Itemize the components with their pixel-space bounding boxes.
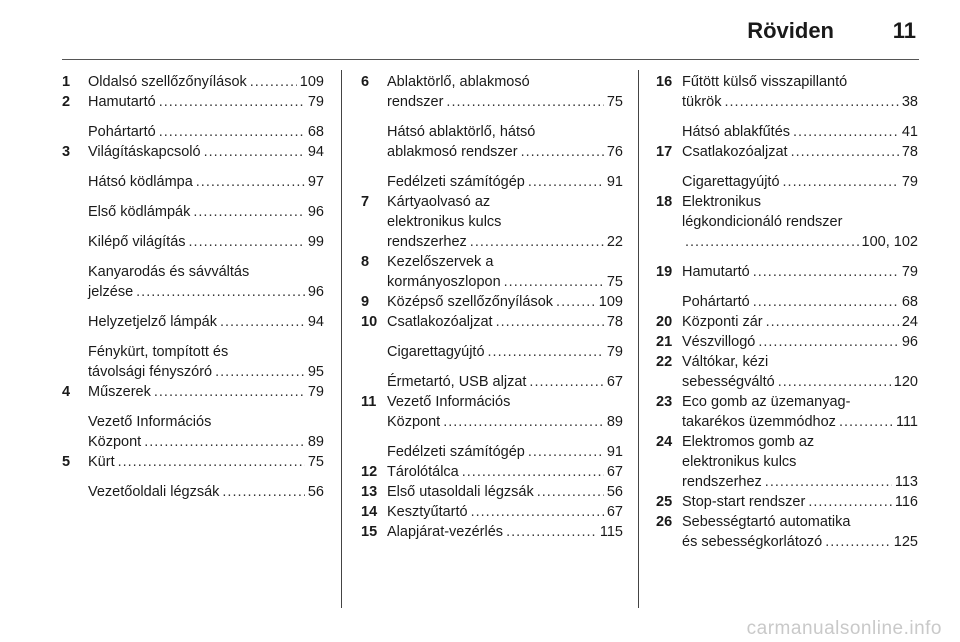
dot-leader	[758, 332, 899, 352]
entry-text: Hamutartó	[88, 94, 156, 110]
entry-text: Kürt	[88, 454, 115, 470]
dot-leader	[118, 452, 305, 472]
entry-number: 17	[656, 144, 673, 160]
dot-leader	[521, 142, 604, 162]
entry-text: rendszerhez	[387, 234, 467, 250]
entry-page: 97	[307, 174, 324, 190]
dot-leader	[189, 232, 305, 252]
toc-entry[interactable]	[656, 392, 918, 432]
entry-number: 10	[361, 314, 378, 330]
entry-text: Érmetartó, USB aljzat	[387, 374, 527, 390]
entry-page: 78	[901, 144, 918, 160]
toc-entry[interactable]	[361, 342, 623, 362]
toc-column-2	[361, 72, 623, 542]
toc-entry[interactable]	[656, 122, 918, 142]
entry-page: 96	[307, 284, 324, 300]
entry-page: 89	[307, 434, 324, 450]
dot-leader	[446, 92, 603, 112]
entry-page: 94	[307, 144, 324, 160]
entry-number: 15	[361, 524, 378, 540]
toc-entry[interactable]	[361, 462, 623, 482]
entry-page: 24	[901, 314, 918, 330]
entry-number: 25	[656, 494, 673, 510]
entry-text: Kanyarodás és sávváltás	[88, 264, 250, 280]
entry-text: Pohártartó	[682, 294, 750, 310]
dot-leader	[791, 142, 899, 162]
toc-column-1	[62, 72, 324, 512]
entry-number: 21	[656, 334, 673, 350]
entry-text: Oldalsó szellőzőnyílások	[88, 74, 247, 90]
entry-page: 76	[606, 144, 623, 160]
entry-page: 79	[901, 174, 918, 190]
entry-page: 79	[606, 344, 623, 360]
column-divider-1	[341, 70, 342, 608]
entry-text: Váltókar, kézi	[682, 354, 769, 370]
entry-text: elektronikus kulcs	[682, 454, 797, 470]
toc-entry[interactable]	[361, 72, 623, 112]
toc-entry[interactable]	[656, 142, 918, 162]
dot-leader	[144, 432, 305, 452]
entry-text: Cigarettagyújtó	[387, 344, 485, 360]
dot-leader	[488, 342, 604, 362]
toc-entry[interactable]	[656, 512, 918, 552]
dot-leader	[250, 72, 297, 92]
dot-leader	[529, 372, 603, 392]
entry-number: 11	[361, 394, 377, 410]
entry-page: 38	[901, 94, 918, 110]
entry-text: rendszerhez	[682, 474, 762, 490]
entry-text: Hátsó ködlámpa	[88, 174, 193, 190]
column-divider-2	[638, 70, 639, 608]
toc-entry[interactable]	[62, 232, 324, 252]
entry-number: 20	[656, 314, 673, 330]
entry-page: 116	[894, 494, 918, 510]
dot-leader	[204, 142, 305, 162]
entry-page: 115	[599, 524, 623, 540]
dot-leader	[528, 442, 604, 462]
toc-entry[interactable]	[361, 312, 623, 332]
dot-leader	[753, 292, 899, 312]
toc-entry[interactable]	[62, 342, 324, 382]
toc-entry[interactable]	[62, 172, 324, 192]
entry-page: 67	[606, 464, 623, 480]
entry-page: 68	[901, 294, 918, 310]
toc-entry[interactable]	[62, 482, 324, 502]
entry-number: 7	[361, 194, 370, 210]
toc-entry[interactable]	[361, 502, 623, 522]
entry-number: 12	[361, 464, 378, 480]
toc-entry[interactable]	[361, 252, 623, 292]
toc-entry[interactable]	[361, 292, 623, 312]
entry-number: 18	[656, 194, 673, 210]
toc-entry[interactable]	[656, 312, 918, 332]
entry-text: Sebességtartó automatika	[682, 514, 851, 530]
dot-leader	[783, 172, 899, 192]
entry-text: elektronikus kulcs	[387, 214, 502, 230]
entry-number: 19	[656, 264, 673, 280]
entry-number: 23	[656, 394, 673, 410]
dot-leader	[685, 232, 859, 252]
entry-page: 109	[299, 74, 324, 90]
toc-entry[interactable]	[361, 172, 623, 192]
entry-page: 79	[307, 94, 324, 110]
dot-leader	[765, 472, 892, 492]
entry-page: 111	[895, 414, 918, 430]
entry-number: 24	[656, 434, 673, 450]
dot-leader	[504, 272, 604, 292]
toc-entry[interactable]	[656, 332, 918, 352]
dot-leader	[556, 292, 596, 312]
dot-leader	[753, 262, 899, 282]
entry-text: Központ	[387, 414, 441, 430]
entry-number: 16	[656, 74, 673, 90]
toc-entry[interactable]	[656, 262, 918, 282]
page-number: 11	[892, 18, 916, 43]
toc-entry[interactable]	[62, 452, 324, 472]
toc-entry[interactable]	[656, 352, 918, 392]
entry-number: 8	[361, 254, 370, 270]
entry-text: Hátsó ablaktörlő, hátsó	[387, 124, 536, 140]
dot-leader	[839, 412, 893, 432]
entry-text: Fedélzeti számítógép	[387, 174, 525, 190]
toc-entry[interactable]	[361, 392, 623, 432]
dot-leader	[766, 312, 899, 332]
entry-text: Vezető Információs	[387, 394, 511, 410]
toc-entry[interactable]	[361, 122, 623, 162]
toc-entry[interactable]	[361, 192, 623, 252]
toc-entry[interactable]	[62, 202, 324, 222]
toc-entry[interactable]	[62, 262, 324, 302]
entry-number: 6	[361, 74, 370, 90]
dot-leader	[443, 412, 604, 432]
toc-entry[interactable]	[656, 432, 918, 492]
entry-text: Cigarettagyújtó	[682, 174, 780, 190]
toc-entry[interactable]	[656, 492, 918, 512]
dot-leader	[470, 232, 604, 252]
dot-leader	[778, 372, 891, 392]
header-rule	[62, 59, 919, 60]
entry-text: Stop-start rendszer	[682, 494, 806, 510]
toc-entry[interactable]	[62, 382, 324, 402]
dot-leader	[528, 172, 604, 192]
entry-page: 67	[606, 374, 623, 390]
toc-entry[interactable]	[656, 192, 918, 252]
entry-page: 95	[307, 364, 324, 380]
entry-text: ablakmosó rendszer	[387, 144, 518, 160]
toc-entry[interactable]	[62, 312, 324, 332]
entry-text: kormányoszlopon	[387, 274, 501, 290]
entry-page: 96	[901, 334, 918, 350]
entry-page: 91	[606, 174, 623, 190]
entry-number: 13	[361, 484, 378, 500]
dot-leader	[506, 522, 597, 542]
entry-number: 2	[62, 94, 71, 110]
dot-leader	[537, 482, 604, 502]
entry-page: 100, 102	[861, 234, 918, 250]
entry-text: Központ	[88, 434, 142, 450]
toc-entry[interactable]	[62, 92, 324, 112]
entry-page: 109	[598, 294, 623, 310]
toc-entry[interactable]	[62, 72, 324, 92]
dot-leader	[793, 122, 899, 142]
entry-text: Fedélzeti számítógép	[387, 444, 525, 460]
entry-number: 1	[62, 74, 71, 90]
entry-text: és sebességkorlátozó	[682, 534, 823, 550]
entry-text: Kilépő világítás	[88, 234, 186, 250]
dot-leader	[471, 502, 604, 522]
dot-leader	[220, 312, 305, 332]
entry-text: Első utasoldali légzsák	[387, 484, 534, 500]
dot-leader	[496, 312, 604, 332]
entry-page: 67	[606, 504, 623, 520]
entry-text: Vezető Információs	[88, 414, 212, 430]
dot-leader	[154, 382, 305, 402]
entry-number: 22	[656, 354, 673, 370]
entry-text: takarékos üzemmódhoz	[682, 414, 836, 430]
entry-text: Fűtött külső visszapillantó	[682, 74, 848, 90]
entry-page: 41	[901, 124, 918, 140]
dot-leader	[222, 482, 304, 502]
watermark: carmanualsonline.info	[746, 618, 942, 639]
entry-page: 79	[901, 264, 918, 280]
dot-leader	[159, 122, 305, 142]
entry-page: 89	[606, 414, 623, 430]
entry-page: 125	[893, 534, 918, 550]
entry-text: Kártyaolvasó az	[387, 194, 491, 210]
entry-text: Kezelőszervek a	[387, 254, 494, 270]
entry-text: Hamutartó	[682, 264, 750, 280]
toc-entry[interactable]	[361, 442, 623, 462]
entry-text: Pohártartó	[88, 124, 156, 140]
entry-text: Elektromos gomb az	[682, 434, 815, 450]
entry-text: sebességváltó	[682, 374, 775, 390]
entry-page: 99	[307, 234, 324, 250]
entry-page: 56	[307, 484, 324, 500]
entry-text: Hátsó ablakfűtés	[682, 124, 791, 140]
entry-number: 9	[361, 294, 370, 310]
toc-entry[interactable]	[656, 172, 918, 192]
entry-text: Kesztyűtartó	[387, 504, 468, 520]
entry-text: Világításkapcsoló	[88, 144, 201, 160]
entry-number: 14	[361, 504, 378, 520]
entry-page: 113	[894, 474, 918, 490]
entry-number: 5	[62, 454, 71, 470]
dot-leader	[159, 92, 305, 112]
entry-page: 96	[307, 204, 324, 220]
entry-page: 56	[606, 484, 623, 500]
entry-text: Csatlakozóaljzat	[387, 314, 493, 330]
entry-text: rendszer	[387, 94, 444, 110]
entry-page: 75	[606, 94, 623, 110]
entry-text: Első ködlámpák	[88, 204, 191, 220]
dot-leader	[462, 462, 604, 482]
toc-entry[interactable]	[656, 72, 918, 112]
entry-text: Alapjárat-vezérlés	[387, 524, 504, 540]
toc-entry[interactable]	[361, 482, 623, 502]
toc-entry[interactable]	[62, 122, 324, 142]
entry-text: Vészvillogó	[682, 334, 756, 350]
dot-leader	[725, 92, 899, 112]
entry-page: 78	[606, 314, 623, 330]
entry-text: légkondicionáló rendszer	[682, 214, 843, 230]
toc-column-3	[656, 72, 918, 552]
entry-text: Csatlakozóaljzat	[682, 144, 788, 160]
entry-text: Műszerek	[88, 384, 151, 400]
entry-number: 4	[62, 384, 71, 400]
toc-entry[interactable]	[361, 522, 623, 542]
entry-text: Középső szellőzőnyílások	[387, 294, 554, 310]
entry-page: 94	[307, 314, 324, 330]
entry-number: 26	[656, 514, 673, 530]
dot-leader	[808, 492, 892, 512]
dot-leader	[196, 172, 305, 192]
dot-leader	[193, 202, 305, 222]
dot-leader	[136, 282, 305, 302]
entry-text: tükrök	[682, 94, 722, 110]
toc-entry[interactable]	[62, 142, 324, 162]
entry-text: Eco gomb az üzemanyag-	[682, 394, 851, 410]
entry-text: Vezetőoldali légzsák	[88, 484, 220, 500]
entry-page: 120	[893, 374, 918, 390]
entry-text: Helyzetjelző lámpák	[88, 314, 217, 330]
entry-page: 22	[606, 234, 623, 250]
entry-page: 79	[307, 384, 324, 400]
page-title: Röviden	[747, 18, 834, 43]
entry-number: 3	[62, 144, 71, 160]
entry-text: Központi zár	[682, 314, 763, 330]
entry-text: Fénykürt, tompított és	[88, 344, 229, 360]
page-header	[62, 14, 918, 50]
toc-entry[interactable]	[62, 412, 324, 452]
entry-page: 68	[307, 124, 324, 140]
toc-entry[interactable]	[361, 372, 623, 392]
dot-leader	[825, 532, 891, 552]
dot-leader	[215, 362, 305, 382]
entry-page: 75	[307, 454, 324, 470]
entry-text: jelzése	[88, 284, 134, 300]
toc-entry[interactable]	[656, 292, 918, 312]
entry-text: távolsági fényszóró	[88, 364, 213, 380]
entry-page: 75	[606, 274, 623, 290]
entry-text: Elektronikus	[682, 194, 761, 210]
entry-text: Tárolótálca	[387, 464, 459, 480]
entry-text: Ablaktörlő, ablakmosó	[387, 74, 530, 90]
entry-page: 91	[606, 444, 623, 460]
